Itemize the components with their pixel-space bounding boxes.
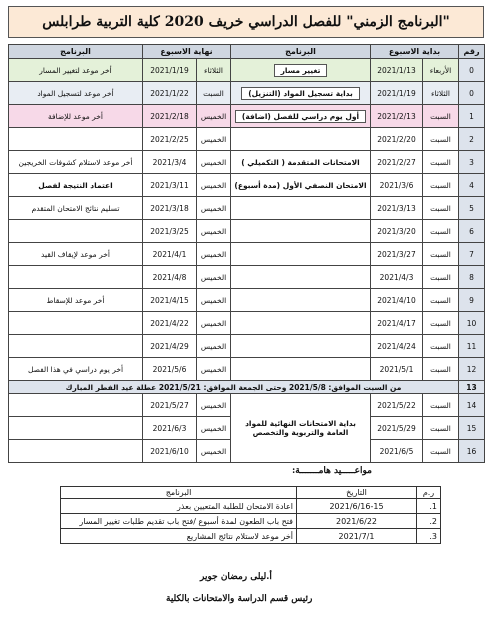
start-day: السبت bbox=[423, 394, 459, 417]
program-label: تغيير مسار bbox=[274, 64, 328, 77]
end-date: 2021/5/27 bbox=[143, 394, 197, 417]
end-program bbox=[9, 417, 143, 440]
week-number: 6 bbox=[459, 220, 485, 243]
start-date: 2021/5/22 bbox=[371, 394, 423, 417]
table-row bbox=[9, 220, 485, 243]
start-day: الأربعاء bbox=[423, 59, 459, 82]
start-day: الثلاثاء bbox=[423, 82, 459, 105]
start-date: 2021/4/10 bbox=[371, 289, 423, 312]
week-number: 4 bbox=[459, 174, 485, 197]
program-cell bbox=[231, 289, 371, 312]
week-number: 8 bbox=[459, 266, 485, 289]
week-number: 16 bbox=[459, 440, 485, 463]
start-date: 2021/1/19 bbox=[371, 82, 423, 105]
table-row bbox=[61, 499, 441, 514]
important-dates-table bbox=[60, 486, 441, 544]
week-number: 1 bbox=[459, 105, 485, 128]
start-day: السبت bbox=[423, 243, 459, 266]
end-program: تسليم نتائج الامتحان المتقدم bbox=[9, 197, 143, 220]
end-day: الخميس bbox=[197, 440, 231, 463]
end-program: أخر موعد لإيقاف القيد bbox=[9, 243, 143, 266]
end-day: السبت bbox=[197, 82, 231, 105]
dates-header-row bbox=[61, 487, 441, 499]
week-number: 12 bbox=[459, 358, 485, 381]
start-date: 2021/5/29 bbox=[371, 417, 423, 440]
header-row bbox=[9, 45, 485, 59]
end-day: الخميس bbox=[197, 335, 231, 358]
date-program: فتح باب الطعون لمدة أسبوع /فتح باب تقديم طلبات تغيير المسار bbox=[61, 514, 297, 529]
date-number: 1. bbox=[417, 499, 441, 514]
date-program: اعادة الامتحان للطلبة المتعيين بعذر bbox=[61, 499, 297, 514]
program-cell: الامتحانات المتقدمة ( التكميلي ) bbox=[231, 151, 371, 174]
end-date: 2021/2/25 bbox=[143, 128, 197, 151]
start-date: 2021/3/13 bbox=[371, 197, 423, 220]
end-day: الخميس bbox=[197, 358, 231, 381]
program-cell bbox=[231, 105, 371, 128]
date-program: أخر موعد لاستلام نتائج المشاريع bbox=[61, 529, 297, 544]
signature-name: أ.ليلى رمضان جوير bbox=[200, 572, 272, 582]
start-day: السبت bbox=[423, 358, 459, 381]
program-cell bbox=[231, 243, 371, 266]
start-day: السبت bbox=[423, 266, 459, 289]
program-cell bbox=[231, 197, 371, 220]
week-number: 15 bbox=[459, 417, 485, 440]
start-date: 2021/4/3 bbox=[371, 266, 423, 289]
end-day: الخميس bbox=[197, 174, 231, 197]
table-row bbox=[9, 59, 485, 82]
end-date: 2021/3/18 bbox=[143, 197, 197, 220]
page-title: "البرنامج الزمني" للفصل الدراسي خريف 2020 كلية التربية طرابلس bbox=[8, 6, 484, 38]
end-program bbox=[9, 220, 143, 243]
start-date: 2021/3/27 bbox=[371, 243, 423, 266]
schedule-table bbox=[8, 44, 485, 463]
table-row bbox=[61, 529, 441, 544]
date-value: 2021/6/16-15 bbox=[297, 499, 417, 514]
start-day: السبت bbox=[423, 220, 459, 243]
start-day: السبت bbox=[423, 197, 459, 220]
end-date: 2021/3/4 bbox=[143, 151, 197, 174]
header-num: رقم bbox=[459, 45, 485, 59]
dates-header-date: التاريخ bbox=[297, 487, 417, 499]
start-day: السبت bbox=[423, 312, 459, 335]
dates-header-program: البرنامج bbox=[61, 487, 297, 499]
signature-title: رئيس قسم الدراسة والامتحانات بالكلية bbox=[166, 594, 313, 604]
end-program bbox=[9, 335, 143, 358]
end-day: الخميس bbox=[197, 105, 231, 128]
table-row bbox=[9, 358, 485, 381]
program-cell bbox=[231, 266, 371, 289]
table-row bbox=[9, 128, 485, 151]
program-label: أول يوم دراسي للفصل (اضافة) bbox=[235, 110, 366, 123]
start-day: السبت bbox=[423, 335, 459, 358]
end-date: 2021/4/29 bbox=[143, 335, 197, 358]
end-date: 2021/3/25 bbox=[143, 220, 197, 243]
end-program: أخر موعد لتسجيل المواد bbox=[9, 82, 143, 105]
program-cell bbox=[231, 82, 371, 105]
end-date: 2021/6/3 bbox=[143, 417, 197, 440]
end-program: أخر موعد للإسقاط bbox=[9, 289, 143, 312]
end-date: 2021/1/19 bbox=[143, 59, 197, 82]
end-day: الخميس bbox=[197, 151, 231, 174]
end-day: الخميس bbox=[197, 417, 231, 440]
end-program: أخر موعد للإضافة bbox=[9, 105, 143, 128]
program-cell bbox=[231, 358, 371, 381]
end-program bbox=[9, 266, 143, 289]
program-cell bbox=[231, 128, 371, 151]
end-date: 2021/2/18 bbox=[143, 105, 197, 128]
program-cell bbox=[231, 220, 371, 243]
dates-header-num: ر.م bbox=[417, 487, 441, 499]
program-cell: الامتحان النصفي الأول (مدة أسبوع) bbox=[231, 174, 371, 197]
end-day: الخميس bbox=[197, 394, 231, 417]
start-date: 2021/6/5 bbox=[371, 440, 423, 463]
start-day: السبت bbox=[423, 289, 459, 312]
date-number: 3. bbox=[417, 529, 441, 544]
table-row bbox=[9, 243, 485, 266]
end-day: الخميس bbox=[197, 312, 231, 335]
week-number: 0 bbox=[459, 59, 485, 82]
end-program: اعتماد النتيجة لفصل bbox=[9, 174, 143, 197]
end-day: الثلاثاء bbox=[197, 59, 231, 82]
end-date: 2021/4/8 bbox=[143, 266, 197, 289]
end-date: 2021/4/15 bbox=[143, 289, 197, 312]
final-exams-program: بداية الامتحانات النهائية للمواد العامة والتربوية والتخصص bbox=[231, 394, 371, 463]
start-day: السبت bbox=[423, 440, 459, 463]
program-cell bbox=[231, 312, 371, 335]
week-number: 10 bbox=[459, 312, 485, 335]
date-value: 2021/7/1 bbox=[297, 529, 417, 544]
end-day: الخميس bbox=[197, 220, 231, 243]
end-date: 2021/4/22 bbox=[143, 312, 197, 335]
start-date: 2021/5/1 bbox=[371, 358, 423, 381]
end-date: 2021/6/10 bbox=[143, 440, 197, 463]
start-date: 2021/2/27 bbox=[371, 151, 423, 174]
table-row bbox=[9, 289, 485, 312]
week-number: 7 bbox=[459, 243, 485, 266]
holiday-note: من السبت الموافق: 2021/5/8 وحتى الجمعة الموافق: 2021/5/21 عطلة عيد الفطر المبارك bbox=[9, 381, 459, 394]
table-row bbox=[9, 197, 485, 220]
week-number: 13 bbox=[459, 381, 485, 394]
table-row bbox=[61, 514, 441, 529]
start-day: السبت bbox=[423, 128, 459, 151]
end-day: الخميس bbox=[197, 197, 231, 220]
table-row bbox=[9, 105, 485, 128]
end-day: الخميس bbox=[197, 266, 231, 289]
date-number: 2. bbox=[417, 514, 441, 529]
end-day: الخميس bbox=[197, 128, 231, 151]
end-program bbox=[9, 394, 143, 417]
end-program bbox=[9, 312, 143, 335]
header-start: بداية الاسبوع bbox=[371, 45, 459, 59]
end-day: الخميس bbox=[197, 289, 231, 312]
start-date: 2021/3/20 bbox=[371, 220, 423, 243]
week-number: 5 bbox=[459, 197, 485, 220]
week-number: 3 bbox=[459, 151, 485, 174]
end-program: أخر موعد لاستلام كشوفات الخريجين bbox=[9, 151, 143, 174]
start-date: 2021/3/6 bbox=[371, 174, 423, 197]
table-row bbox=[9, 174, 485, 197]
start-date: 2021/2/20 bbox=[371, 128, 423, 151]
week-number: 11 bbox=[459, 335, 485, 358]
table-row bbox=[9, 312, 485, 335]
table-row bbox=[9, 82, 485, 105]
end-date: 2021/3/11 bbox=[143, 174, 197, 197]
program-label: بداية تسجيل المواد (التنزيل) bbox=[241, 87, 360, 100]
header-program-2: البرنامج bbox=[9, 45, 143, 59]
table-row bbox=[9, 335, 485, 358]
start-date: 2021/4/24 bbox=[371, 335, 423, 358]
header-end: نهاية الاسبوع bbox=[143, 45, 231, 59]
start-day: السبت bbox=[423, 174, 459, 197]
program-cell bbox=[231, 335, 371, 358]
end-program bbox=[9, 128, 143, 151]
week-number: 14 bbox=[459, 394, 485, 417]
start-date: 2021/1/13 bbox=[371, 59, 423, 82]
end-day: الخميس bbox=[197, 243, 231, 266]
start-day: السبت bbox=[423, 417, 459, 440]
table-row bbox=[9, 394, 485, 417]
week-number: 2 bbox=[459, 128, 485, 151]
start-date: 2021/4/17 bbox=[371, 312, 423, 335]
program-cell bbox=[231, 59, 371, 82]
start-date: 2021/2/13 bbox=[371, 105, 423, 128]
date-value: 2021/6/22 bbox=[297, 514, 417, 529]
holiday-row bbox=[9, 381, 485, 394]
start-day: السبت bbox=[423, 151, 459, 174]
end-date: 2021/5/6 bbox=[143, 358, 197, 381]
table-row bbox=[9, 266, 485, 289]
week-number: 0 bbox=[459, 82, 485, 105]
table-row bbox=[9, 151, 485, 174]
end-program: أخر يوم دراسي في هذا الفصل bbox=[9, 358, 143, 381]
header-program: البرنامج bbox=[231, 45, 371, 59]
end-program bbox=[9, 440, 143, 463]
important-dates-title: مواعـــــيد هامـــــــة: bbox=[291, 466, 372, 476]
end-program: أخر موعد لتغيير المسار bbox=[9, 59, 143, 82]
start-day: السبت bbox=[423, 105, 459, 128]
week-number: 9 bbox=[459, 289, 485, 312]
end-date: 2021/1/22 bbox=[143, 82, 197, 105]
end-date: 2021/4/1 bbox=[143, 243, 197, 266]
